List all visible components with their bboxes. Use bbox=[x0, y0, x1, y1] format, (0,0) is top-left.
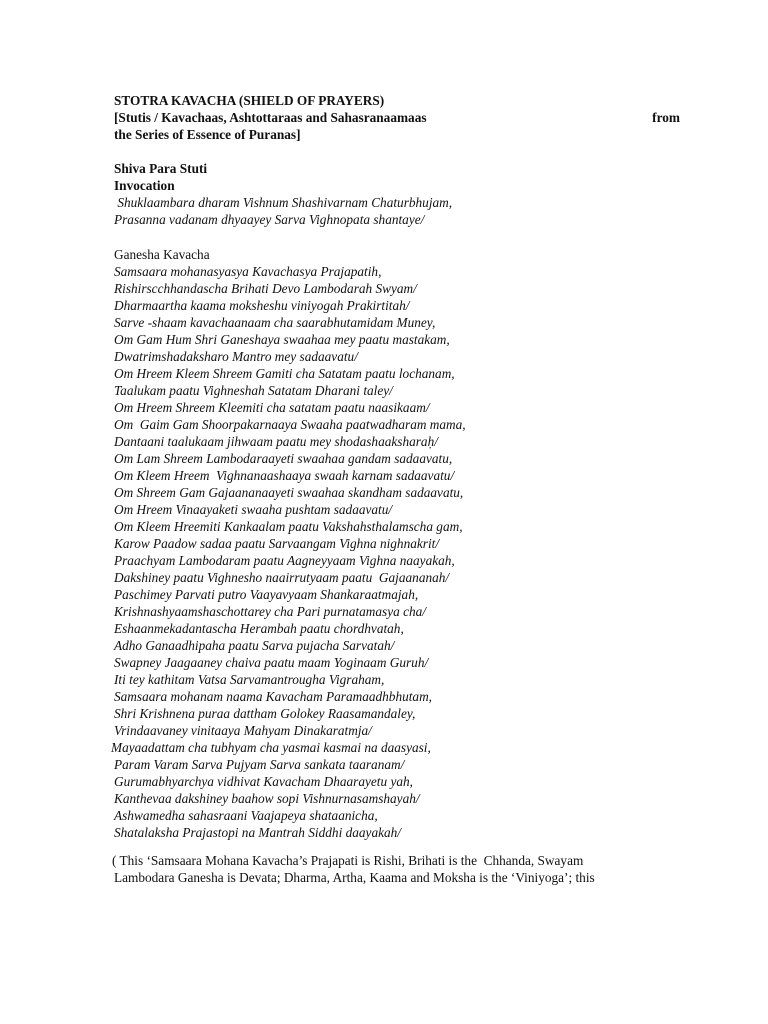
verse-line: Praachyam Lambodaram paatu Aagneyyaam Vighna naayakah, bbox=[114, 553, 455, 568]
subtitle-right: from bbox=[652, 110, 680, 125]
section-shiva-para-stuti bbox=[114, 160, 684, 228]
section-ganesha-kavacha bbox=[111, 246, 684, 841]
verse-line: Om Gaim Gam Shoorpakarnaaya Swaaha paatwadharam mama, bbox=[114, 417, 466, 432]
verse-line: Param Varam Sarva Pujyam Sarva sankata taaranam/ bbox=[114, 757, 405, 772]
section-heading: Ganesha Kavacha bbox=[114, 247, 210, 262]
verse-line: Gurumabhyarchya vidhivat Kavacham Dhaarayetu yah, bbox=[114, 774, 413, 789]
verse-line: Shatalaksha Prajastopi na Mantrah Siddhi daayakah/ bbox=[114, 825, 401, 840]
subtitle-left: [Stutis / Kavachaas, Ashtottaraas and Sahasranaamaas bbox=[114, 110, 427, 125]
verse-line: Om Shreem Gam Gajaananaayeti swaahaa skandham sadaavatu, bbox=[114, 485, 464, 500]
verse-line: Taalukam paatu Vighneshah Satatam Dharani taley/ bbox=[114, 383, 393, 398]
commentary-line: ( This ‘Samsaara Mohana Kavacha’s Prajapati is Rishi, Brihati is the Chhanda, Swayam bbox=[112, 853, 584, 868]
verse-line: Ashwamedha sahasraani Vaajapeya shataanicha, bbox=[114, 808, 378, 823]
commentary-block bbox=[112, 852, 672, 886]
verse-line: Dakshiney paatu Vighnesho naairrutyaam paatu Gajaananah/ bbox=[114, 570, 450, 585]
verse-line: Om Kleem Hreem Vighnanaashaaya swaah karnam sadaavatu/ bbox=[114, 468, 455, 483]
verse-line: Prasanna vadanam dhyaayey Sarva Vighnopata shantaye/ bbox=[114, 212, 425, 227]
section-heading: Shiva Para Stuti bbox=[114, 161, 208, 176]
verse-line: Sarve -shaam kavachaanaam cha saarabhutamidam Muney, bbox=[114, 315, 436, 330]
verse-line: Eshaanmekadantascha Herambah paatu chordhvatah, bbox=[114, 621, 404, 636]
commentary-line: Lambodara Ganesha is Devata; Dharma, Artha, Kaama and Moksha is the ‘Viniyoga’; this bbox=[114, 870, 595, 885]
verse-line: Samsaara mohanasyasya Kavachasya Prajapatih, bbox=[114, 264, 382, 279]
verse-line: Dwatrimshadaksharo Mantro mey sadaavatu/ bbox=[114, 349, 358, 364]
verse-line: Om Gam Hum Shri Ganeshaya swaahaa mey paatu mastakam, bbox=[114, 332, 450, 347]
verse-line: Adho Ganaadhipaha paatu Sarva pujacha Sarvatah/ bbox=[114, 638, 395, 653]
verse-line: Samsaara mohanam naama Kavacham Paramaadhbhutam, bbox=[114, 689, 433, 704]
verse-line: Krishnashyaamshaschottarey cha Pari purnatamasya cha/ bbox=[114, 604, 426, 619]
verse-line: Om Hreem Shreem Kleemiti cha satatam paatu naasikaam/ bbox=[114, 400, 430, 415]
verse-line: Om Lam Shreem Lambodaraayeti swaahaa gandam sadaavatu, bbox=[114, 451, 453, 466]
verse-line: Shri Krishnena puraa dattham Golokey Raasamandaley, bbox=[114, 706, 416, 721]
verse-line: Rishirscchhandascha Brihati Devo Lambodarah Swyam/ bbox=[114, 281, 417, 296]
verse-line: Om Hreem Kleem Shreem Gamiti cha Satatam paatu lochanam, bbox=[114, 366, 455, 381]
document-title: STOTRA KAVACHA (SHIELD OF PRAYERS) bbox=[114, 93, 385, 108]
verse-line: Karow Paadow sadaa paatu Sarvaangam Vighna nighnakrit/ bbox=[114, 536, 440, 551]
section-subheading: Invocation bbox=[114, 178, 175, 193]
verse-line: Shuklaambara dharam Vishnum Shashivarnam Chaturbhujam, bbox=[114, 195, 453, 210]
verse-line: Iti tey kathitam Vatsa Sarvamantrougha Vigraham, bbox=[114, 672, 385, 687]
verse-line: Swapney Jaagaaney chaiva paatu maam Yoginaam Guruh/ bbox=[114, 655, 429, 670]
verse-line: Mayaadattam cha tubhyam cha yasmai kasmai na daasyasi, bbox=[111, 740, 431, 755]
verse-line: Om Hreem Vinaayaketi swaaha pushtam sadaavatu/ bbox=[114, 502, 393, 517]
document-header bbox=[114, 92, 684, 143]
subtitle-row bbox=[114, 109, 680, 126]
verse-line: Dantaani taalukaam jihwaam paatu mey shodashaaksharaḥ/ bbox=[114, 434, 438, 449]
subtitle-line2: the Series of Essence of Puranas] bbox=[114, 127, 301, 142]
verse-line: Om Kleem Hreemiti Kankaalam paatu Vakshahsthalamscha gam, bbox=[114, 519, 463, 534]
verse-line: Dharmaartha kaama moksheshu viniyogah Prakirtitah/ bbox=[114, 298, 410, 313]
verse-line: Vrindaavaney vinitaaya Mahyam Dinakaratmja/ bbox=[114, 723, 372, 738]
verse-line: Paschimey Parvati putro Vaayavyaam Shankaraatmajah, bbox=[114, 587, 419, 602]
verse-line: Kanthevaa dakshiney baahow sopi Vishnurnasamshayah/ bbox=[114, 791, 420, 806]
